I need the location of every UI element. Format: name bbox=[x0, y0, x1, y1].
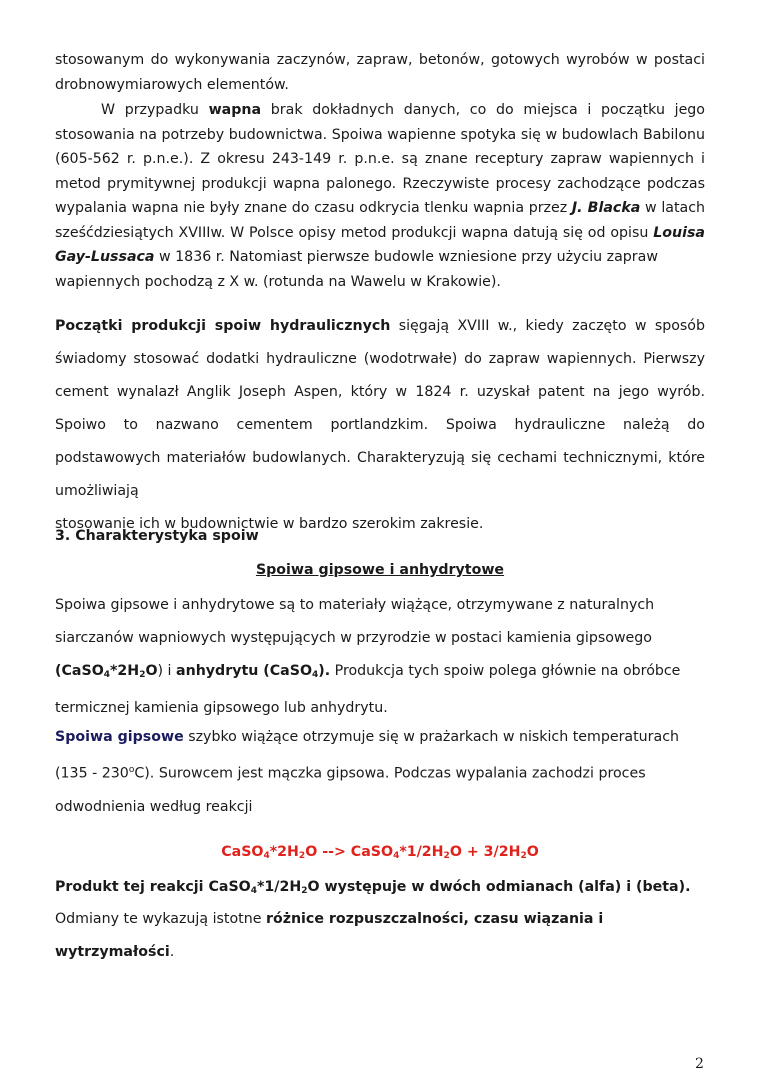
text-line: odwodnienia według reakcji bbox=[55, 798, 253, 815]
text-line: siarczanów wapniowych występujących w przyrodzie w postaci kamienia gipsowego bbox=[55, 630, 652, 646]
paragraph-product: Produkt tej reakcji $CaSO_4*1/2H_2O$ występuje w dwóch odmianach (alfa) i (beta). bbox=[55, 879, 691, 896]
term-spoiwa-gipsowe: Spoiwa gipsowe bbox=[55, 729, 184, 745]
text-line: Spoiwa gipsowe i anhydrytowe są to materiały wiążące, otrzymywane z naturalnych bbox=[55, 597, 655, 613]
section-heading: 3. Charakterystyka spoiw bbox=[55, 528, 259, 544]
text-line: drobnowymiarowych elementów. bbox=[55, 76, 289, 93]
paragraph-hydraulic: Początki produkcji spoiw hydraulicznych sięgają XVIII w., kiedy zaczęto w sposób świadomy stosować dodatki hydrauliczne (wodotrwałe) do zapraw wapiennych. Pierwszy cement wynalazł Anglik Joseph Aspen, który w 1824 r. uzyskał patent na jego wyrób. Spoiwo to nazwano cementem portlandzkim. Spoiwa hydrauliczne należą do podstawowych materiałów budowlanych. Charakteryzują się cechami technicznymi, które umożliwiają stosowanie ich w budownictwie w bardzo szerokim zakresie. bbox=[55, 310, 705, 541]
name-blacka: J. Blacka bbox=[571, 200, 641, 216]
paragraph-lime: W przypadku wapna brak dokładnych danych, co do miejsca i początku jego stosowania na potrzeby budownictwa. Spoiwa wapienne spotyka się w budowlach Babilonu (605-562 r. p.n.e.). Z okresu 243-149 r. p.n.e. są znane receptury zapraw wapiennych i metod prymitywnej produkcji wapna palonego. Rzeczywiste procesy zachodzące podczas wypalania wapna nie były znane do czasu odkrycia tlenku wapnia przez J. Blacka w latach sześćdziesiątych XVIIIw. W Polsce opisy metod produkcji wapna datują się od opisu Louisa Gay-Lussaca w 1836 r. Natomiast pierwsze budowle wzniesione przy użyciu zapraw wapiennych pochodzą z X w. (rotunda na Wawelu w Krakowie). bbox=[55, 98, 705, 294]
subheading: Spoiwa gipsowe i anhydrytowe bbox=[255, 562, 505, 578]
term-wapna: wapna bbox=[208, 102, 262, 118]
paragraph-gypsum-binders: Spoiwa gipsowe szybko wiążące otrzymuje się w prażarkach w niskich temperaturach (135 - 230$^o$C). Surowcem jest mączka gipsowa. Podczas wypalania zachodzi proces odwodnienia według reakcji bbox=[55, 721, 705, 824]
term-hydraulic: Początki produkcji spoiw hydraulicznych bbox=[55, 318, 391, 334]
name-gay-lussac: Louisa Gay-Lussaca bbox=[55, 224, 705, 265]
paragraph-gypsum: Spoiwa gipsowe i anhydrytowe są to materiały wiążące, otrzymywane z naturalnych siarczanów wapniowych występujących w przyrodzie w postaci kamienia gipsowego $(CaSO_4*2H_2O)$ i anhydrytu (CaSO$_4$). Produkcja tych spoiw polega głównie na obróbce termicznej kamienia gipsowego lub anhydrytu. bbox=[55, 589, 705, 725]
text-line: wapiennych pochodzą z X w. (rotunda na Wawelu w Krakowie). bbox=[55, 273, 501, 290]
chemical-reaction: $CaSO_4*2H_2O$ --> $CaSO_4*1/2H_2O + 3/2H_2O$ bbox=[221, 844, 539, 861]
text-line: termicznej kamienia gipsowego lub anhydrytu. bbox=[55, 700, 388, 716]
paragraph-continuation bbox=[55, 48, 705, 97]
text-line: stosowanie ich w budownictwie w bardzo szerokim zakresie. bbox=[55, 516, 484, 532]
page-number: 2 bbox=[695, 1056, 704, 1072]
paragraph-variants: Odmiany te wykazują istotne różnice rozpuszczalności, czasu wiązania i wytrzymałości. bbox=[55, 911, 604, 960]
text-line: stosowanym do wykonywania zaczynów, zapraw, betonów, gotowych wyrobów w postaci bbox=[55, 52, 705, 68]
